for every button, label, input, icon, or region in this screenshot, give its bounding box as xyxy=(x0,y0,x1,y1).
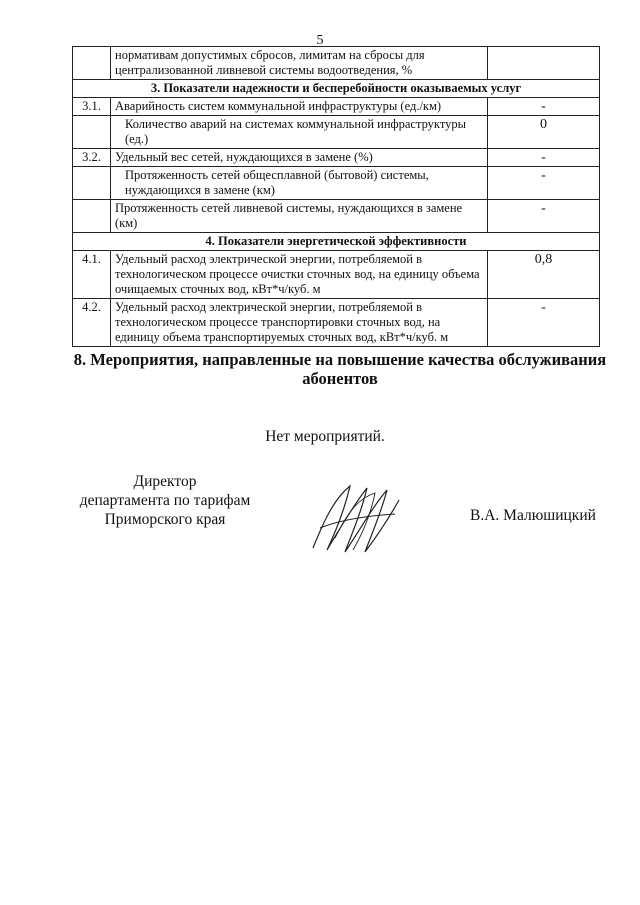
section-8-note: Нет мероприятий. xyxy=(265,428,385,445)
indicator-name: нормативам допустимых сбросов, лимитам на сбросы для централизованной ливневой системы водоотведения, % xyxy=(111,47,488,80)
row-number xyxy=(73,47,111,80)
indicators-table xyxy=(72,46,600,347)
indicator-name: Удельный вес сетей, нуждающихся в замене (%) xyxy=(111,149,488,167)
handwritten-signature xyxy=(305,478,405,558)
signer-name: В.А. Малюшицкий xyxy=(470,507,596,524)
signer-position-line: департамента по тарифам xyxy=(79,492,251,509)
section-row xyxy=(73,80,600,98)
indicator-name: Аварийность систем коммунальной инфраструктуры (ед./км) xyxy=(111,98,488,116)
section-heading: 3. Показатели надежности и бесперебойности оказываемых услуг xyxy=(73,80,600,98)
indicator-value xyxy=(488,47,600,80)
signer-position-line: Директор xyxy=(133,473,197,490)
signer-position xyxy=(60,472,270,529)
indicator-value: 0 xyxy=(488,116,600,149)
section-heading: 4. Показатели энергетической эффективности xyxy=(73,233,600,251)
indicator-value: 0,8 xyxy=(488,251,600,299)
section-row xyxy=(73,233,600,251)
indicator-name: Протяженность сетей ливневой системы, нуждающихся в замене (км) xyxy=(111,200,488,233)
indicator-name: Удельный расход электрической энергии, потребляемой в технологическом процессе очистки сточных вод, на единицу объема очищаемых сточных вод, кВт*ч/куб. м xyxy=(111,251,488,299)
indicator-name: Количество аварий на системах коммунальной инфраструктуры (ед.) xyxy=(111,116,488,149)
row-number: 4.2. xyxy=(73,299,111,347)
indicator-value: - xyxy=(488,167,600,200)
indicator-value: - xyxy=(488,98,600,116)
row-number: 3.2. xyxy=(73,149,111,167)
row-number xyxy=(73,116,111,149)
page-number: 5 xyxy=(316,33,324,48)
indicator-value: - xyxy=(488,200,600,233)
table-row xyxy=(73,149,600,167)
table-row xyxy=(73,299,600,347)
row-number xyxy=(73,200,111,233)
indicator-value: - xyxy=(488,149,600,167)
table-row xyxy=(73,47,600,80)
table-row xyxy=(73,116,600,149)
table-row xyxy=(73,167,600,200)
row-number: 4.1. xyxy=(73,251,111,299)
section-8-title: 8. Мероприятия, направленные на повышение качества обслуживания абонентов xyxy=(73,350,607,388)
table-row xyxy=(73,200,600,233)
indicator-name: Удельный расход электрической энергии, потребляемой в технологическом процессе транспортировки сточных вод, на единицу объема транспортируемых сточных вод, кВт*ч/куб. м xyxy=(111,299,488,347)
signer-position-line: Приморского края xyxy=(104,511,226,528)
table-row xyxy=(73,98,600,116)
row-number: 3.1. xyxy=(73,98,111,116)
indicator-value: - xyxy=(488,299,600,347)
table-row xyxy=(73,251,600,299)
indicator-name: Протяженность сетей общесплавной (бытовой) системы, нуждающихся в замене (км) xyxy=(111,167,488,200)
row-number xyxy=(73,167,111,200)
